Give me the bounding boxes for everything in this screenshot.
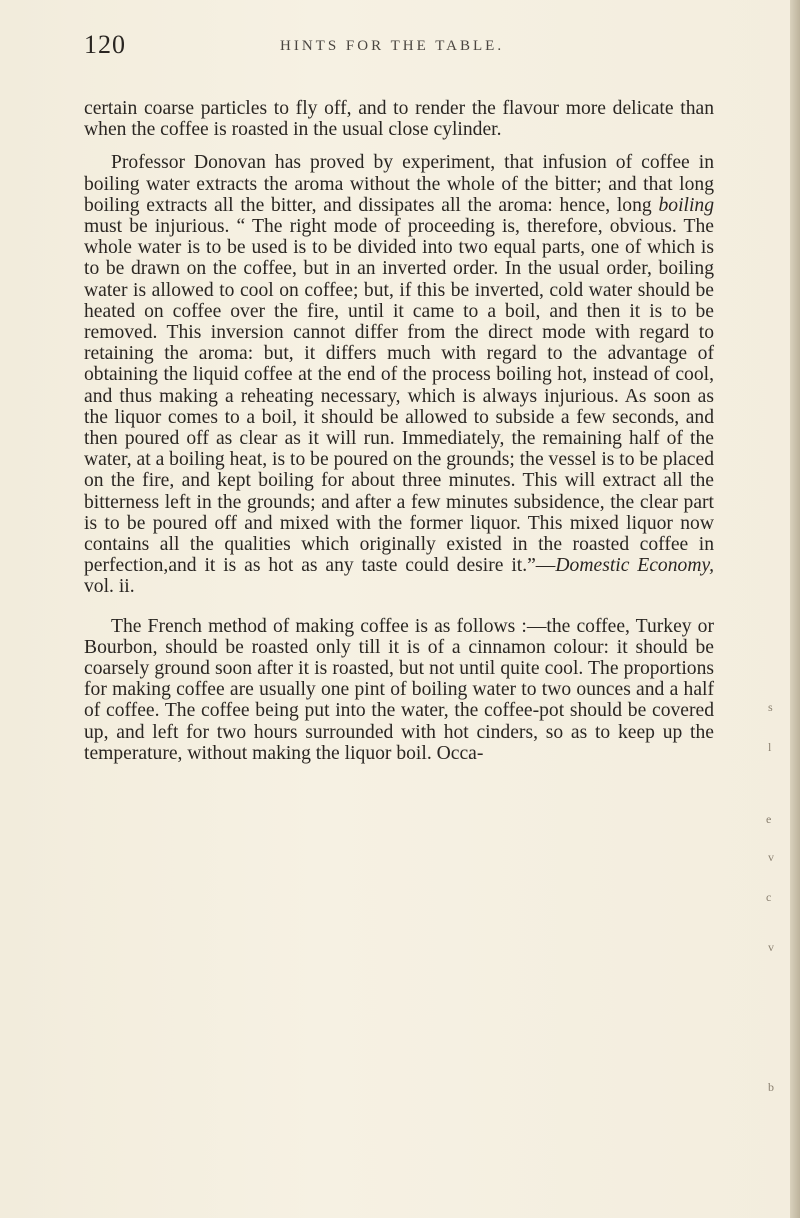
paragraph-3-text: The French method of making coffee is as follows :—the coffee, Turkey or Bourbon, should be roasted only till it is of a cinnamon colour: it should be coarsely ground soon after it is roasted, but not until quite cool. The proportions for making coffee are usually one pint of boiling water to two ounces and a half of coffee. The coffee being put into the water, the coffee-pot should be covered up, and left for two hours surrounded with hot cinders, so as to keep up the temperature, without making the liquor boil. Occa- [84,615,714,764]
paragraph-2-text-b: must be injurious. “ The right mode of proceeding is, therefore, obvious. The whole water is to be used is to be divided into two equal parts, one of which is to be drawn on the coffee, but in an inverted order. In the usual order, boiling water is allowed to cool on coffee; but, if this be inverted, cold water should be heated on coffee over the fire, until it came to a boil, and then it is to be removed. This inversion cannot differ from the direct mode with regard to retaining the aroma: but, it differs much with regard to the advantage of obtaining the liquid coffee at the end of the process boiling hot, instead of cool, and thus making a reheating necessary, which is always injurious. As soon as the liquor comes to a boil, it should be allowed to subside a few seconds, and then poured off as clear as it will run. Immediately, the remaining half of the water, at a boiling heat, is to be poured on the grounds; the vessel is to be placed on the fire, and kept boiling for about three minutes. This will extract all the bitterness left in the grounds; and after a few minutes subsidence, the clear part is to be poured off and mixed with the former liquor. This mixed liquor now contains all the qualities which originally existed in the roasted coffee in perfection,and it is as hot as any taste could desire it.”— [84,216,714,577]
margin-mark: l [768,740,772,754]
margin-mark: s [768,700,773,714]
paragraph-2-italic: boiling [658,194,714,216]
running-head: HINTS FOR THE TABLE. [280,38,505,54]
margin-mark: c [766,890,772,904]
paragraph-3 [84,616,714,764]
page-number: 120 [84,30,126,59]
margin-mark: v [768,940,774,954]
citation-title: Domestic Economy, [555,555,714,577]
paragraph-2 [84,152,714,597]
body-text [84,98,714,764]
citation-volume: vol. ii. [84,576,135,598]
margin-bleed-marks [762,700,792,1140]
paragraph-1 [84,98,714,140]
paragraph-2-text-a: Professor Donovan has proved by experiment, that infusion of coffee in boiling water extracts the aroma without the whole of the bitter; and that long boiling extracts all the bitter, and dissipates all the aroma: hence, long [84,152,714,216]
paragraph-1-text: certain coarse particles to fly off, and to render the flavour more delicate than when the coffee is roasted in the usual close cylinder. [84,98,714,141]
margin-mark: b [768,1080,774,1094]
margin-mark: e [766,812,772,826]
margin-mark: v [768,850,774,864]
page-header [84,30,724,60]
